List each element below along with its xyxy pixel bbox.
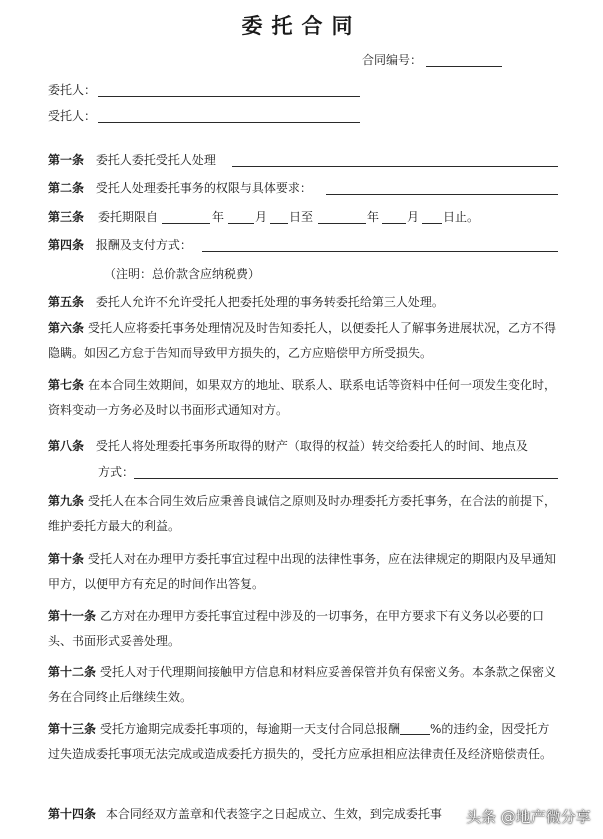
article-2 [48, 180, 312, 196]
article-text: 受托人将处理委托事务所取得的财产（取得的权益）转交给委托人的时间、地点及 [95, 439, 528, 453]
article-text: 委托人委托受托人处理 [95, 153, 216, 167]
article-7 [48, 373, 560, 423]
article-label: 第六条 [48, 321, 85, 335]
agent-blank[interactable] [98, 122, 360, 123]
article-text: 受托方逾期完成委托事项的，每逾期一天支付合同总报酬 [100, 722, 401, 736]
article-text: %的违约金，因受托方过失造成委托事项无法完成或造成委托方损失的，受托方应承担相应法律责任及经济赔偿责任。 [48, 722, 553, 761]
principal-blank[interactable] [98, 96, 360, 97]
article-label: 第五条 [48, 295, 85, 309]
year-label: 年 [212, 210, 225, 224]
article-label: 第四条 [48, 238, 85, 252]
article-4-blank[interactable] [202, 251, 558, 252]
article-3-from: 委托期限自 [98, 210, 159, 224]
tax-note: （注明：总价款含应纳税费） [104, 267, 261, 281]
article-text: 报酬及支付方式： [95, 238, 192, 252]
start-year-blank[interactable] [162, 223, 210, 224]
day-end-label: 日止。 [443, 210, 480, 224]
article-5 [48, 294, 444, 310]
article-13 [48, 717, 560, 767]
penalty-rate-blank[interactable] [400, 720, 430, 735]
article-8 [48, 438, 528, 454]
article-label: 第十条 [48, 552, 85, 566]
article-11 [48, 604, 560, 654]
article-label: 第二条 [48, 181, 85, 195]
year-label: 年 [367, 210, 380, 224]
article-label: 第十一条 [48, 609, 97, 623]
end-day-blank[interactable] [422, 223, 442, 224]
article-label: 第三条 [48, 210, 85, 224]
article-4 [48, 237, 192, 253]
article-2-blank[interactable] [326, 194, 558, 195]
article-label: 第九条 [48, 494, 85, 508]
start-day-blank[interactable] [270, 223, 288, 224]
start-month-blank[interactable] [228, 223, 254, 224]
month-label: 月 [255, 210, 268, 224]
page-title: 委托合同 [241, 13, 362, 38]
article-text: 受托人对在办理甲方委托事宜过程中出现的法律性事务，应在法律规定的期限内及早通知甲方，以便甲方有充足的时间作出答复。 [48, 552, 557, 591]
principal-label: 委托人： [48, 83, 97, 97]
article-8-method: 方式： [98, 465, 135, 479]
article-label: 第十二条 [48, 665, 97, 679]
article-text: 受托人应将委托事务处理情况及时告知委托人，以便委托人了解事务进展状况，乙方不得隐瞒。如因乙方怠于告知而导致甲方损失的，乙方应赔偿甲方所受损失。 [48, 321, 557, 360]
article-label: 第十四条 [48, 807, 97, 821]
article-text: 乙方对在办理甲方委托事宜过程中涉及的一切事务，在甲方要求下有义务以必要的口头、书面形式妥善处理。 [48, 609, 545, 648]
article-text: 本合同经双方盖章和代表签字之日起成立、生效，到完成委托事 [105, 807, 442, 821]
contract-number-blank[interactable] [426, 66, 502, 67]
article-9 [48, 489, 560, 539]
article-label: 第十三条 [48, 722, 97, 736]
end-year-blank[interactable] [318, 223, 366, 224]
article-label: 第七条 [48, 378, 85, 392]
day-to-label: 日至 [289, 210, 314, 224]
month-label: 月 [407, 210, 420, 224]
article-10 [48, 547, 560, 597]
article-text: 委托人允许不允许受托人把委托处理的事务转委托给第三人处理。 [95, 295, 444, 309]
agent-label: 受托人： [48, 109, 97, 123]
contract-number-label: 合同编号： [362, 53, 423, 67]
article-6 [48, 316, 560, 366]
article-label: 第八条 [48, 439, 85, 453]
end-month-blank[interactable] [382, 223, 406, 224]
article-14 [48, 806, 442, 822]
article-1 [48, 152, 216, 168]
article-12 [48, 660, 560, 710]
article-8-blank[interactable] [134, 478, 558, 479]
article-text: 在本合同生效期间，如果双方的地址、联系人、联系电话等资料中任何一项发生变化时，资料变动一方务必及时以书面形式通知对方。 [48, 378, 557, 417]
article-3 [48, 209, 84, 225]
article-text: 受托人处理委托事务的权限与具体要求： [95, 181, 312, 195]
article-text: 受托人对于代理期间接触甲方信息和材料应妥善保管并负有保密义务。本条款之保密义务在合同终止后继续生效。 [48, 665, 557, 704]
article-label: 第一条 [48, 153, 85, 167]
article-text: 受托人在本合同生效后应秉善良诚信之原则及时办理委托方委托事务，在合法的前提下，维护委托方最大的利益。 [48, 494, 557, 533]
article-1-blank[interactable] [232, 166, 558, 167]
watermark: 头条 @地产微分享 [466, 808, 591, 826]
